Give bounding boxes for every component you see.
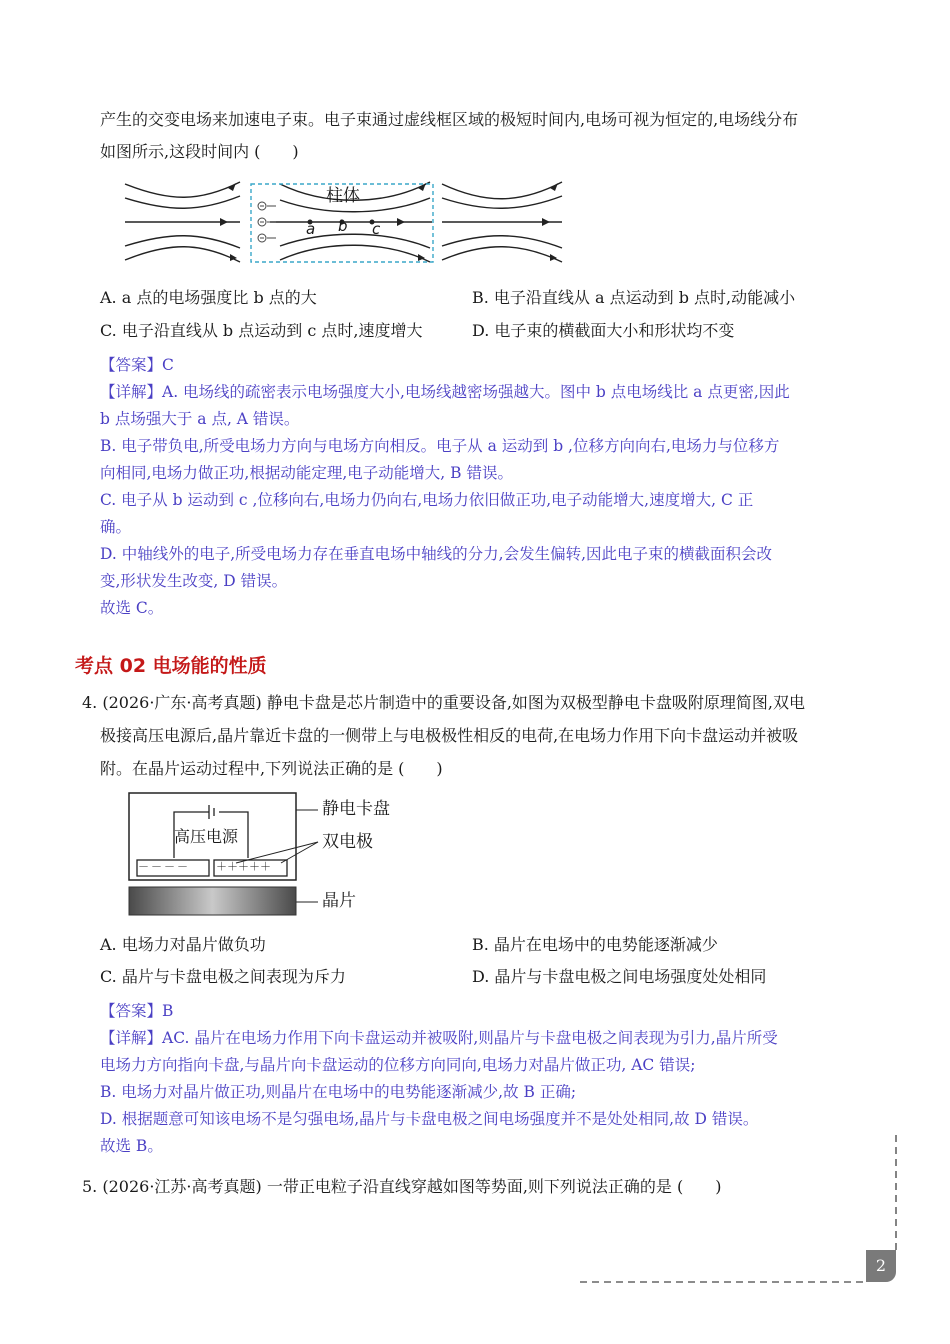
zhuti-label: 柱体 (326, 186, 360, 206)
q3-stem-line2: 如图所示,这段时间内 ( ) (100, 142, 299, 161)
q4-explanation-line: D. 根据题意可知该电场不是匀强电场,晶片与卡盘电极之间电场强度并不是处处相同,故 D 错误。 (100, 1110, 759, 1128)
q4-chuck-figure (126, 790, 336, 920)
page-number: 2 (866, 1250, 896, 1282)
q3-explanation-line: 确。 (100, 518, 132, 536)
q3-option-b: B. 电子沿直线从 a 点运动到 b 点时,动能减小 (472, 288, 796, 307)
positive-charges-label: ＋＋＋＋＋ (216, 860, 271, 873)
q3-explanation-line: b 点场强大于 a 点, A 错误。 (100, 410, 300, 428)
q3-option-a: A. a 点的电场强度比 b 点的大 (100, 288, 317, 307)
q4-explanation-line: 【详解】AC. 晶片在电场力作用下向卡盘运动并被吸附,则晶片与卡盘电极之间表现为引力,晶片所受 (100, 1029, 778, 1047)
section-heading: 考点 02 电场能的性质 (75, 655, 267, 677)
q3-answer: 【答案】C (100, 356, 174, 374)
wafer-label: 晶片 (322, 891, 356, 911)
page-corner-decoration (570, 1130, 900, 1290)
q3-explanation-line: 【详解】A. 电场线的疏密表示电场强度大小,电场线越密场强越大。图中 b 点电场线比 a 点更密,因此 (100, 383, 790, 401)
point-c-label: c (372, 220, 381, 238)
q4-option-a: A. 电场力对晶片做负功 (100, 935, 266, 954)
q3-explanation-line: 变,形状发生改变, D 错误。 (100, 572, 288, 590)
point-b-label: b (338, 217, 348, 235)
q4-stem-line2: 极接高压电源后,晶片靠近卡盘的一侧带上与电极极性相反的电荷,在电场力作用下向卡盘运动并被吸 (100, 726, 799, 745)
point-a-label: a (306, 220, 316, 238)
chuck-label: 静电卡盘 (322, 799, 390, 819)
q4-option-b: B. 晶片在电场中的电势能逐渐减少 (472, 935, 718, 954)
q4-explanation-line: B. 电场力对晶片做正功,则晶片在电场中的电势能逐渐减少,故 B 正确; (100, 1083, 577, 1101)
q3-stem-line1: 产生的交变电场来加速电子束。电子束通过虚线框区域的极短时间内,电场可视为恒定的,电场线分布 (100, 110, 799, 129)
q3-option-d: D. 电子束的横截面大小和形状均不变 (472, 321, 735, 340)
q4-answer: 【答案】B (100, 1002, 174, 1020)
q3-option-c: C. 电子沿直线从 b 点运动到 c 点时,速度增大 (100, 321, 423, 340)
q4-explanation-line: 电场力方向指向卡盘,与晶片向卡盘运动的位移方向同向,电场力对晶片做正功, AC 错误; (100, 1056, 696, 1074)
q4-explanation-line: 故选 B。 (100, 1137, 163, 1155)
power-supply-label: 高压电源 (174, 827, 239, 846)
negative-charges-label: －－－－ (138, 860, 190, 873)
q3-explanation-line: D. 中轴线外的电子,所受电场力存在垂直电场中轴线的分力,会发生偏转,因此电子束的横截面积会改 (100, 545, 773, 563)
q5-stem: 5. (2026·江苏·高考真题) 一带正电粒子沿直线穿越如图等势面,则下列说法正确的是 ( ) (82, 1177, 722, 1196)
q4-stem-line1: 4. (2026·广东·高考真题) 静电卡盘是芯片制造中的重要设备,如图为双极型静电卡盘吸附原理简图,双电 (82, 693, 805, 712)
q4-stem-line3: 附。在晶片运动过程中,下列说法正确的是 ( ) (100, 759, 443, 778)
q4-option-c: C. 晶片与卡盘电极之间表现为斥力 (100, 967, 346, 986)
electrodes-label: 双电极 (322, 832, 373, 852)
q4-option-d: D. 晶片与卡盘电极之间电场强度处处相同 (472, 967, 767, 986)
q3-explanation-line: C. 电子从 b 运动到 c ,位移向右,电场力仍向右,电场力依旧做正功,电子动能增大,速度增大, C 正 (100, 491, 754, 509)
q3-explanation-line: B. 电子带负电,所受电场力方向与电场方向相反。电子从 a 运动到 b ,位移方向向右,电场力与位移方 (100, 437, 780, 455)
q3-explanation-line: 向相同,电场力做正功,根据动能定理,电子动能增大, B 错误。 (100, 464, 513, 482)
q3-explanation-line: 故选 C。 (100, 599, 164, 617)
